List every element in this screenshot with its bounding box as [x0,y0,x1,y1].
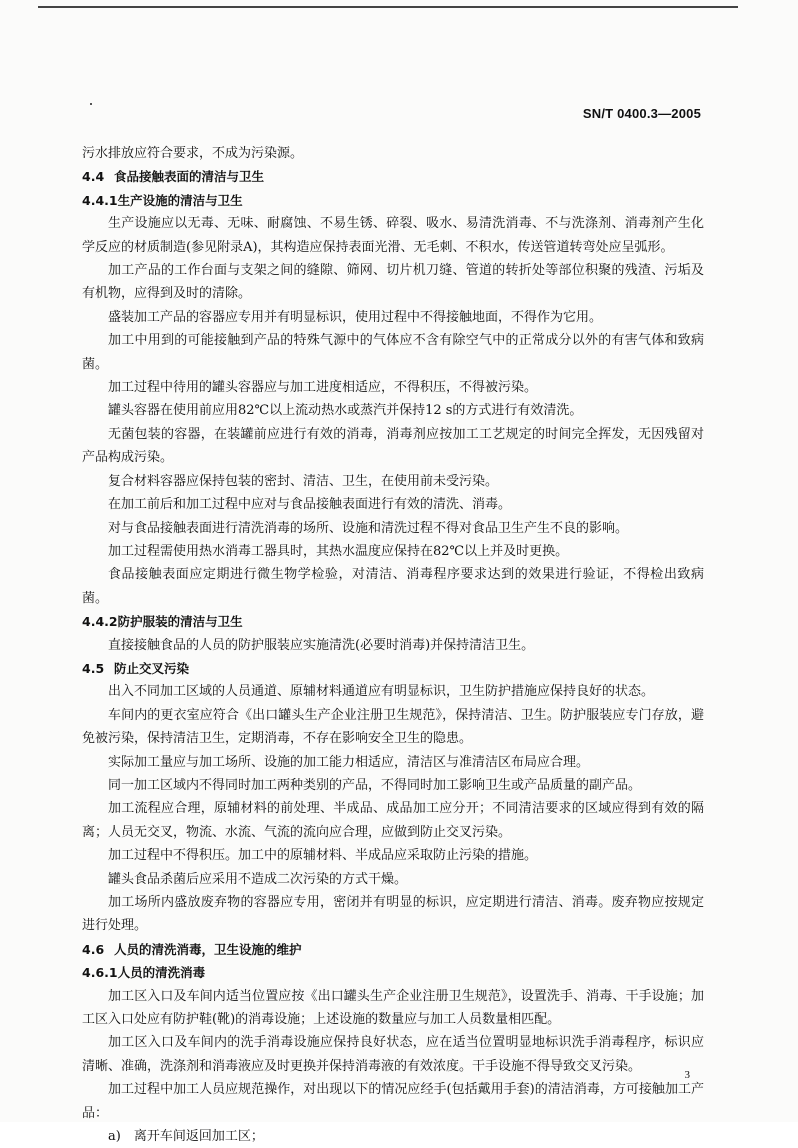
section-heading [82,961,704,984]
section-title: 防止交叉污染 [114,660,190,676]
paragraph: 车间内的更衣室应符合《出口罐头生产企业注册卫生规范》，保持清洁、卫生。防护服装应专门存放，避免被污染，保持清洁卫生，定期消毒，不存在影响安全卫生的隐患。 [82,707,704,747]
page-number: 3 [684,1069,690,1081]
section-number: 4.5 [82,660,105,676]
document-body [82,142,704,1148]
paragraph: 实际加工量应与加工场所、设施的加工能力相适应，清洁区与准清洁区布局应合理。 [108,754,590,770]
paragraph: 污水排放应符合要求，不成为污染源。 [82,146,304,161]
section-title: 人员的清洗消毒 [117,965,206,981]
paragraph: 加工场所内盛放废弃物的容器应专用，密闭并有明显的标识，应定期进行清洁、消毒。废弃物应按规定进行处理。 [82,895,704,934]
section-heading [82,938,704,961]
scan-speck [90,103,92,105]
section-number: 4.6.1 [82,965,118,981]
section-heading [82,657,704,680]
section-heading [82,165,704,188]
section-title: 食品接触表面的清洁与卫生 [114,169,265,185]
paragraph: 无菌包装的容器，在装罐前应进行有效的消毒，消毒剂应按加工工艺规定的时间完全挥发，无因残留对产品构成污染。 [82,426,704,466]
paragraph: 同一加工区域内不得同时加工两种类别的产品，不得同时加工影响卫生或产品质量的副产品。 [108,777,642,793]
paragraph: 直接接触食品的人员的防护服装应实施清洗(必要时消毒)并保持清洁卫生。 [108,637,535,653]
paragraph: 在加工前后和加工过程中应对与食品接触表面进行有效的清洗、消毒。 [108,497,512,513]
section-number: 4.4 [82,169,105,185]
paragraph: 加工流程应合理，原辅材料的前处理、半成品、成品加工应分开；不同清洁要求的区域应得到有效的隔离；人员无交叉，物流、水流、气流的流向应合理，应做到防止交叉污染。 [82,801,704,840]
section-heading [82,610,704,633]
paragraph: 加工过程中待用的罐头容器应与加工进度相适应，不得积压，不得被污染。 [108,380,538,396]
paragraph: 复合材料容器应保持包装的密封、清洁、卫生，在使用前未受污染。 [108,473,499,489]
section-number: 4.4.2 [82,614,118,630]
paragraph: 生产设施应以无毒、无味、耐腐蚀、不易生锈、碎裂、吸水、易清洗消毒、不与洗涤剂、消毒剂产生化学反应的材质制造(参见附录A)，其构造应保持表面光滑、无毛刺、不积水，传送管道转弯处应呈弧形。 [82,216,704,255]
paragraph: 加工产品的工作台面与支架之间的缝隙、筛网、切片机刀缝、管道的转折处等部位积聚的残渣、污垢及有机物，应得到及时的清除。 [82,263,704,302]
paragraph: 食品接触表面应定期进行微生物学检验，对清洁、消毒程序要求达到的效果进行验证，不得检出致病菌。 [82,567,704,606]
section-number: 4.6 [82,941,105,957]
paragraph: 罐头容器在使用前应用82℃以上流动热水或蒸汽并保持12 s的方式进行有效清洗。 [108,403,583,419]
section-heading [82,189,704,212]
paragraph: 罐头食品杀菌后应采用不造成二次污染的方式干燥。 [108,871,408,887]
paragraph: 加工过程中不得积压。加工中的原辅材料、半成品应采取防止污染的措施。 [108,848,538,864]
top-border-line [38,6,738,8]
paragraph: 加工区入口及车间内的洗手消毒设施应保持良好状态，应在适当位置明显地标识洗手消毒程序，标识应清晰、准确，洗涤剂和消毒液应及时更换并保持消毒液的有效浓度。干手设施不得导致交叉污染。 [82,1035,704,1074]
section-title: 防护服装的清洁与卫生 [117,614,243,630]
paragraph: 加工过程需使用热水消毒工器具时，其热水温度应保持在82℃以上并及时更换。 [108,543,569,559]
section-title: 人员的清洗消毒，卫生设施的维护 [114,941,302,957]
standard-code: SN/T 0400.3—2005 [582,106,701,121]
paragraph: 对与食品接触表面进行清洗消毒的场所、设施和清洗过程不得对食品卫生产生不良的影响。 [108,520,629,536]
paragraph: 加工过程中加工人员应规范操作，对出现以下的情况应经手(包括戴用手套)的清洁消毒，方可接触加工产品： [82,1082,704,1121]
paragraph: 盛装加工产品的容器应专用并有明显标识，使用过程中不得接触地面，不得作为它用。 [108,309,603,325]
list-item: a) 离开车间返回加工区； [108,1129,264,1145]
section-title: 生产设施的清洁与卫生 [117,192,243,208]
paragraph: 加工区入口及车间内适当位置应按《出口罐头生产企业注册卫生规范》，设置洗手、消毒、干手设施；加工区入口处应有防护鞋(靴)的消毒设施；上述设施的数量应与加工人员数量相匹配。 [82,988,704,1028]
paragraph: 加工中用到的可能接触到产品的特殊气源中的气体应不含有除空气中的正常成分以外的有害气体和致病菌。 [82,333,704,372]
paragraph: 出入不同加工区域的人员通道、原辅材料通道应有明显标识，卫生防护措施应保持良好的状态。 [108,684,655,700]
section-number: 4.4.1 [82,192,118,208]
